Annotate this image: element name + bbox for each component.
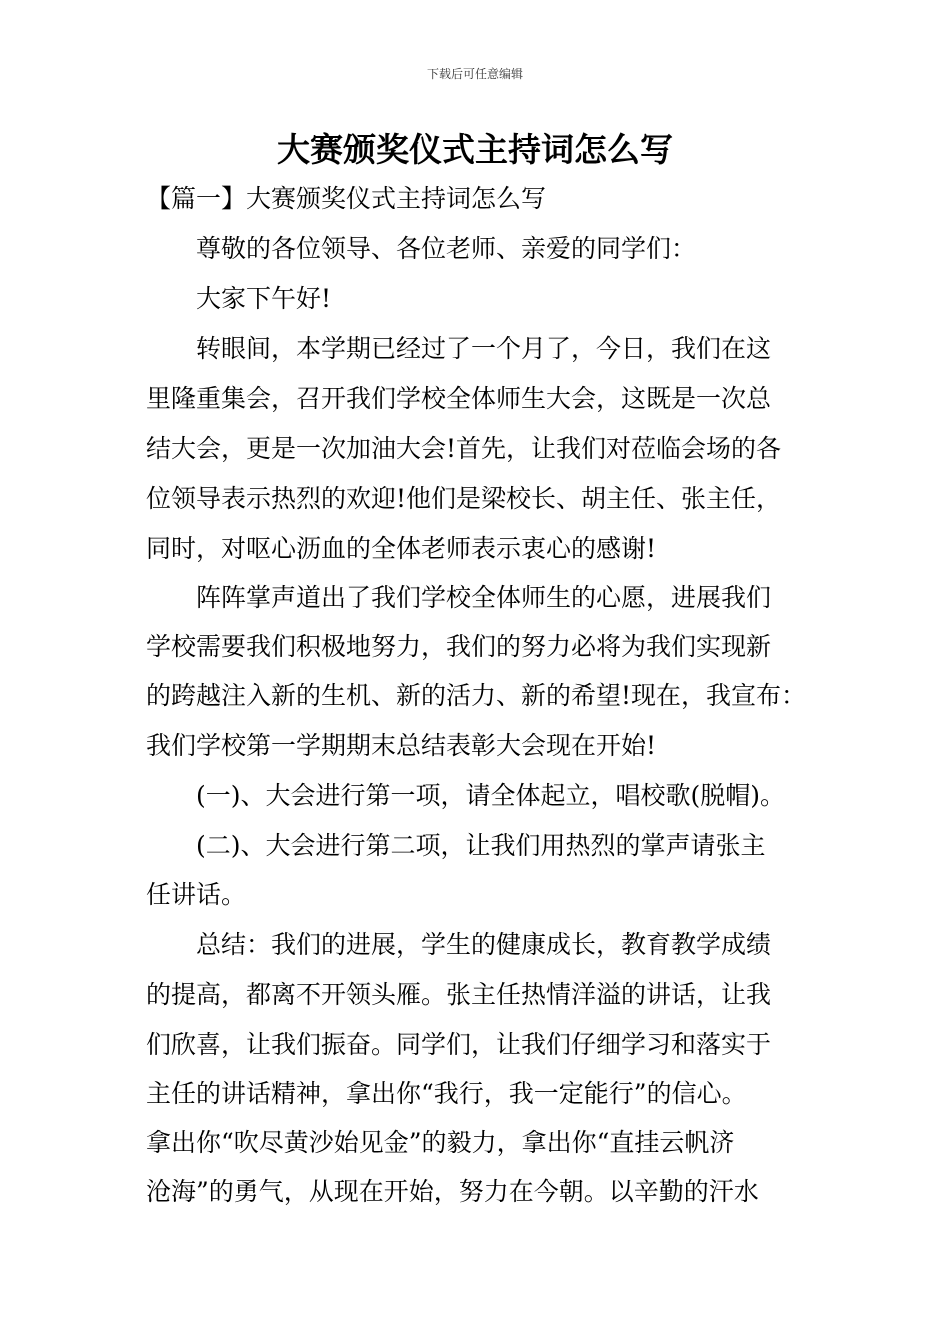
paragraph-line: 阵阵掌声道出了我们学校全体师生的心愿，进展我们: [196, 583, 772, 612]
paragraph-line: 结大会，更是一次加油大会!首先，让我们对莅临会场的各: [146, 434, 782, 463]
section-heading: 【篇一】大赛颁奖仪式主持词怎么写: [146, 184, 547, 213]
paragraph-line: 沧海”的勇气，从现在开始，努力在今朝。以辛勤的汗水: [146, 1177, 759, 1206]
paragraph-line: 我们学校第一学期期末总结表彰大会现在开始!: [146, 731, 657, 760]
paragraph-line: 的跨越注入新的生机、新的活力、新的希望!现在，我宣布：: [146, 681, 807, 710]
paragraph-line: 里隆重集会，召开我们学校全体师生大会，这既是一次总: [146, 384, 772, 413]
header-note: 下载后可任意编辑: [426, 67, 523, 81]
paragraph-line: 拿出你“吹尽黄沙始见金”的毅力，拿出你“直挂云帆济: [146, 1128, 735, 1157]
paragraph-line: (二)、大会进行第二项，让我们用热烈的掌声请张主: [196, 831, 766, 860]
paragraph-line: 位领导表示热烈的欢迎!他们是梁校长、胡主任、张主任，: [146, 484, 782, 513]
paragraph-line: 尊敬的各位领导、各位老师、亲爱的同学们：: [196, 234, 697, 263]
paragraph-line: 大家下午好!: [196, 284, 332, 313]
paragraph-line: 总结：我们的进展，学生的健康成长，教育教学成绩: [196, 930, 772, 959]
paragraph-line: 转眼间，本学期已经过了一个月了，今日，我们在这: [196, 334, 772, 363]
paragraph-line: (一)、大会进行第一项，请全体起立，唱校歌(脱帽)。: [196, 781, 786, 810]
paragraph-line: 同时，对呕心沥血的全体老师表示衷心的感谢!: [146, 534, 657, 563]
paragraph-line: 学校需要我们积极地努力，我们的努力必将为我们实现新: [146, 632, 772, 661]
paragraph-line: 主任的讲话精神，拿出你“我行，我一定能行”的信心。: [146, 1079, 747, 1108]
paragraph-line: 的提高，都离不开领头雁。张主任热情洋溢的讲话，让我: [146, 980, 772, 1009]
paragraph-line: 任讲话。: [146, 880, 247, 909]
document-title: 大赛颁奖仪式主持词怎么写: [277, 130, 673, 169]
paragraph-line: 们欣喜，让我们振奋。同学们，让我们仔细学习和落实于: [146, 1030, 772, 1059]
